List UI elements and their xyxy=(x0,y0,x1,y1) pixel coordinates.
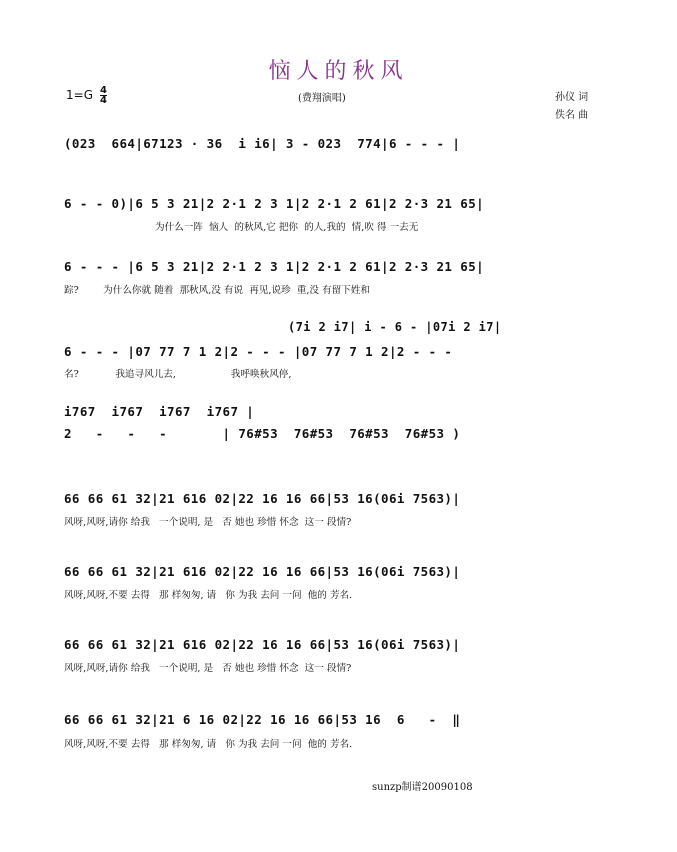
transcriber-signature: sunzp制谱20090108 xyxy=(372,782,473,793)
song-title: 恼人的秋风 xyxy=(268,59,409,84)
lyrics-line-6: 风呀,风呀,请你 给我 一个说明, 是 否 她也 珍惜 怀念 这一 段情? xyxy=(64,517,352,528)
time-signature-top: 4 xyxy=(100,85,107,96)
lyrics-line-3: 踪? 为什么你就 随着 那秋风,没 有说 再见,说珍 重,没 有留下姓和 xyxy=(64,285,370,296)
time-signature xyxy=(100,86,107,105)
score-line-7: 66 66 61 32|21 616 02|22 16 16 66|53 16(06i 7563)| xyxy=(64,564,461,579)
lyricist-credit: 孙仪 词 xyxy=(555,92,589,103)
lyrics-line-9: 风呀,风呀,不要 去得 那 样匆匆, 请 你 为我 去问 一问 他的 芳名. xyxy=(64,739,353,750)
score-line-5-upper: i767 i767 i767 i767 | xyxy=(64,404,255,419)
score-line-4-upper: (7i 2 i7| i - 6 - |07i 2 i7| xyxy=(288,320,502,334)
lyrics-line-4: 名? 我追寻风儿去, 我呼唤秋风停, xyxy=(64,369,292,380)
score-line-4: 6 - - - |07 77 7 1 2|2 - - - |07 77 7 1 2|2 - - - xyxy=(64,344,453,359)
lyrics-line-7: 风呀,风呀,不要 去得 那 样匆匆, 请 你 为我 去问 一问 他的 芳名. xyxy=(64,590,353,601)
lyrics-line-8: 风呀,风呀,请你 给我 一个说明, 是 否 她也 珍惜 怀念 这一 段情? xyxy=(64,663,352,674)
score-line-8: 66 66 61 32|21 616 02|22 16 16 66|53 16(06i 7563)| xyxy=(64,637,461,652)
score-line-3: 6 - - - |6 5 3 21|2 2·1 2 3 1|2 2·1 2 61|2 2·3 21 65| xyxy=(64,259,485,274)
composer-credit: 佚名 曲 xyxy=(555,110,589,121)
score-line-9: 66 66 61 32|21 6 16 02|22 16 16 66|53 16 6 - ‖ xyxy=(64,712,461,727)
lyrics-line-2: 为什么一阵 恼人 的秋风,它 把你 的人,我的 情,吹 得 一去无 xyxy=(155,222,419,233)
score-line-2: 6 - - 0)|6 5 3 21|2 2·1 2 3 1|2 2·1 2 61|2 2·3 21 65| xyxy=(64,196,485,211)
key-signature: 1=G xyxy=(66,88,93,102)
singer-credit: (费翔演唱) xyxy=(298,93,346,104)
score-line-6: 66 66 61 32|21 616 02|22 16 16 66|53 16(06i 7563)| xyxy=(64,491,461,506)
score-line-1: (023 664|67123 · 36 i i6| 3 - 023 774|6 - - - | xyxy=(64,136,461,151)
score-line-5: 2 - - - | 76#53 76#53 76#53 76#53 ) xyxy=(64,426,461,441)
time-signature-bottom: 4 xyxy=(100,95,107,106)
